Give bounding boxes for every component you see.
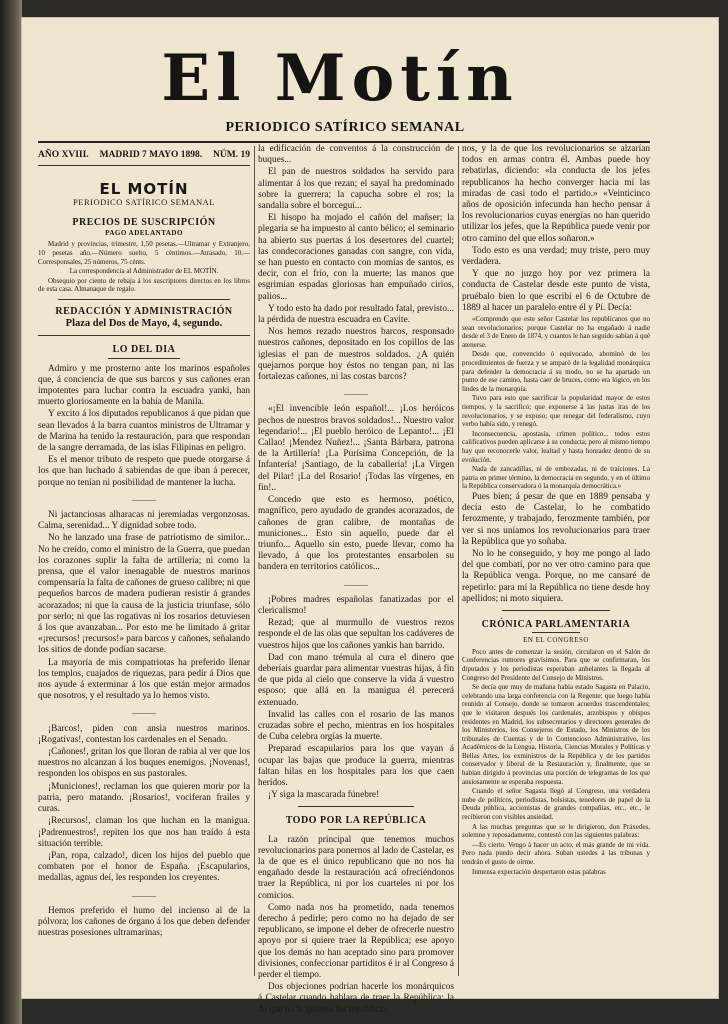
paragraph: Y excito á los diputados republicanos á que pidan que sean llevados á la barra cuantos ministros de Ultramar y de Marina ha tenido la restauración, para que respondan de la sangre derramada, de las islas Filipinas en peligro. xyxy=(38,409,250,453)
ornament: ——— xyxy=(132,708,156,718)
paragraph: —Es cierto. Vengo á hacer un acto, el más grande de mi vida. Pero nada puedo decir ahora. Suban ustedes á las tribunas y tendrán el gusto de oírme. xyxy=(462,840,650,866)
box-subtitle: PERIODICO SATÍRICO SEMANAL xyxy=(73,197,215,208)
paragraph: Dad con mano trémula al cura el dinero que deberíais guardar para alimentar vuestras hijas, á fin de que pida al cielo que conserve la vida á vuestro esposo; que allá en la manigua él perecerá extenuado. xyxy=(258,652,454,708)
ornament: ——— xyxy=(132,494,156,504)
masthead-subtitle: PERIODICO SATÍRICO SEMANAL xyxy=(225,120,465,135)
paragraph: Ni jactanciosas alharacas ni jeremiadas vergonzosas. Calma, serenidad... Y dignidad sobre todo. xyxy=(38,510,250,532)
ornament: ——— xyxy=(344,389,368,399)
paragraph: Preparad escapularios para los que vayan á ocupar las bajas que produce la guerra, mientras faltan hilas en los hospitales para los que caen heridos. xyxy=(258,744,454,788)
paragraph: Invalid las calles con el rosario de las manos cruzadas sobre el pecho, mientras en los hospitales de Cuba celebra orgías la muerte. xyxy=(258,709,454,743)
column-2 xyxy=(258,144,454,1015)
dateline-date: MADRID 7 MAYO 1898. xyxy=(99,150,203,160)
prices-heading: PRECIOS DE SUSCRIPCIÓN xyxy=(72,216,216,228)
lo-del-dia-heading: LO DEL DIA xyxy=(112,344,176,356)
paragraph: No he lanzado una frase de patriotismo de similor... No he creído, como el ministro de la Guerra, que puedan los corazones suplir la falta de artillería; ni como la prensa, que el valor inenagable de nuestros marinos compensaría la falta de cañones de grueso calibre; ni que pequeños barcos de madera pudieran resistir á grandes acorazados; ni que la causa de la justicia triunfase, sólo por serlo; ni que las rogativas ni los rosarios detuviesen á los que avanzaban... Por esto me he limitado á gritar «¡recursos! ¡recursos!» para barcos y cañones, señalando los sitios de donde podían sacarse. xyxy=(38,533,250,656)
paragraph: Como nada nos ha prometido, nada tenemos derecho á pedirle; pero como no ha dejado de ser republicano, se impone el deber de ofrecerle nuestro apoyo por si quiere traer la República; ese apoyo que los demás no han aceptado sino para promover divisiones, confeccionar partiditos é ir al Congreso á perder el tiempo. xyxy=(258,902,454,981)
paragraph: Concedo que esto es hermoso, poético, magnífico, pero ayudado de grandes acorazados, de cañones de gran calibre, de montañas de municiones... Esto sin aquello, puede dar el triunfo... Aquello sin esto, puede llevar, como ha llevado, á que los protestantes ensarbolen su bandera en territorios católicos... xyxy=(258,495,454,573)
paragraph: Se decía que muy de mañana había estado Sagasta en Palacio, celebrando una larga conferencia con la Regente; que luego había reunido al Consejo, donde se tomaron acuerdos trascendentales; que le visitaron después los cardenales, arzobispos y obispos residentes en Madrid, los subsecretarios y directores generales de los Ministerios, los Consejeros de Estado, los Ministros de los tribunales de Cuentas y de lo Contencioso Administrativo, los Académicos de la Lengua, Historia, Ciencias Morales y Políticas y Bellas Artes, los exministros de la República y de los partidos conservador y liberal de la Restauración y, finalmente, que se habían dirigido á provincias una porción de telegramas de los que ansiosamente se esperaba respuesta. xyxy=(462,683,650,786)
paragraph: Pues bien; á pesar de que en 1889 pensaba y decía esto de Castelar, lo he combatido ferozmente, y trabajado, ferozmente también, por ver si nos uníamos los revolucionarios para traer la República que yo soñaba. xyxy=(462,491,650,547)
paragraph: ¡Pan, ropa, calzado!, dicen los hijos del pueblo que combaten por el honor de España. ¡Escapularios, medallas, agnus deí, les responden los creyentes. xyxy=(38,850,250,884)
prices-subheading: PAGO ADELANTADO xyxy=(105,228,183,237)
paragraph: Admiro y me prosterno ante los marinos españoles que, á conciencia de que sus barcos y sus cañones eran impotentes para luchar contra la escuadra yanki, han muerto gloriosamente en la bahía de Manila. xyxy=(38,363,250,408)
paragraph: Dos objeciones podrían hacerle los monárquicos á Castelar cuando hablara de traer la República: la de que no le quieren los republica- xyxy=(258,982,454,1015)
paragraph: La razón principal que tenemos muchos revolucionarios para ponernos al lado de Castelar, es la de que es el único republicano que no nos ha engañado desde la restauración acá ofreciéndonos traer la República, ni por los cuarteles ni por los comicios. xyxy=(258,834,454,901)
prices-text: Madrid y provincias, trimestre, 1,50 pesetas.—Ultramar y Extranjero, 10 pesetas año.—Número suelto, 5 céntimos.—Atrasado, 10.—Corresponsales, 25 números, 75 cénts. xyxy=(38,240,250,266)
prices-note: La correspondencia al Administrador de EL MOTÍN. xyxy=(69,267,219,276)
box-title: EL MOTÍN xyxy=(99,180,189,199)
paragraph: ¡Pobres madres españolas fanatizadas por el clericalismo! xyxy=(258,594,454,616)
address: Plaza del Dos de Mayo, 4, segundo. xyxy=(65,318,223,330)
ornament: ——— xyxy=(132,890,156,900)
paragraph: El pan de nuestros soldados ha servido para alimentar á los que rezan; el sayal ha predominado sobre la guerrera; la capucha sobre el ros; la sandalia sobre el borceguí... xyxy=(258,167,454,212)
quote-paragraph: Desde que, convencido ó equivocado, abominó de los procedimientos de fuerza y se amparó de la legalidad monárquica para defender la democracia á su modo, no se ha apartado un punto de ese camino, hasta caer de bruces, como era lógico, en los lindes de la monarquía. xyxy=(462,350,650,393)
paragraph: Y que no juzgo hoy por vez primera la conducta de Castelar desde este punto de vista, pruébalo bien lo que escribí el 6 de Octubre de 1889 al hacer un paralelo entre él y Pí. Decía: xyxy=(462,269,650,313)
dateline-number: NÚM. 19 xyxy=(213,150,250,160)
column-1 xyxy=(38,144,250,974)
quote-paragraph: Nada de zancadillas, ni de embozadas, ni de traiciones. La patria en primer término, la democracia en segundo, y en el último la República conservadora ó la monarquía democrática.» xyxy=(462,465,650,491)
paragraph: La mayoría de mis compatriotas ha preferido llenar los templos, cuajados de riquezas, para pedir á Dios que nos ayude á exterminar á los que están mejor armados que nosotros, y el resultado ya lo hemos visto. xyxy=(38,657,250,702)
ornament: ——— xyxy=(344,579,368,589)
quote-paragraph: Tuvo para esto que sacrificar la popularidad mayor de estos tiempos, y la sacrificó; que exponerse á las justas iras de los revolucionarios, y se expuso; que renegar del federalismo, cuyo verbo había sido, y renegó. xyxy=(462,394,650,429)
paragraph: Rezad; que al murmullo de vuestros rezos responde el de las olas que sepultan los cadáveres de vuestros hijos que los cañones yankis han barrido. xyxy=(258,618,454,651)
paragraph: Hemos preferido el humo del incienso al de la pólvora; los cañones de órgano á los que deben defender nuestras posesiones ultramarinas; xyxy=(38,905,250,939)
book-spine xyxy=(0,0,22,1024)
cronica-parlamentaria-heading: CRÓNICA PARLAMENTARIA xyxy=(481,618,631,630)
en-el-congreso-subheading: EN EL CONGRESO xyxy=(523,636,589,645)
paragraph: nos, y la de que los revolucionarios se alzarían todos en armas contra él. Ambas puede hoy rebatirlas, diciendo: «la conducta de los jefes republicanos ha hecho converger hacia mí las miradas de casi todo el partido.» «Veinticinco años de oposición infecunda han hecho pensar á los revolucionarios cuyas energías no han querido utilizar los jefes, que la República puede venir por otro camino del que ellos soñaron.» xyxy=(462,144,650,244)
paragraph: la edificación de conventos á la construcción de buques... xyxy=(258,144,454,166)
column-divider xyxy=(254,146,255,976)
quote-paragraph: Inconsecuencia, apostasía, crimen político... todos estos calificativos pueden aplicarse á su conducta; pero al mismo tiempo hay que reconocerle valor, lealtad y hasta honradez dentro de su evolución. xyxy=(462,429,650,464)
paragraph: ¡Cañones!, gritan los que lloran de rabia al ver que los nuestros no alcanzan á los buques enemigos. ¡Novenas!, responden los obispos en sus pastorales. xyxy=(38,747,250,780)
paragraph: No lo he conseguido, y hoy me pongo al lado del que combatí, por no ver otro camino para que la República venga. Porque, no me cansaré de repetirlo: para mí la República no tiene desde hoy apellidos; ni moto siquiera. xyxy=(462,548,650,604)
paragraph: ¡Y siga la mascarada fúnebre! xyxy=(268,790,380,801)
paragraph: ¡Recursos!, claman los que luchan en la manigua. ¡Padrenuestros!, repiten los que nos han traído á esta situación terrible. xyxy=(38,816,250,849)
masthead-title: El Motín xyxy=(161,41,519,116)
paragraph: Nos hemos rezado nuestros barcos, responsado nuestros cañones, depositado en los copillos de las iglesias el pan de nuestros soldados. ¿A quién quejarnos porque hoy éstos no tengan pan, ni las fortalezas cañones, ni las costas barcos? xyxy=(258,327,454,383)
dateline-year: AÑO XVIII. xyxy=(38,150,89,160)
redaccion-heading: REDACCIÓN Y ADMINISTRACIÓN xyxy=(55,305,233,317)
paragraph: ¡Barcos!, piden con ansia nuestros marinos. ¡Rogativas!, contestan los cardenales en el Senado. xyxy=(38,723,250,745)
paragraph: «¡El invencible león español!... ¡Los heróicos pechos de nuestros bravos soldados!... Nuestro valor legendario!... ¡El pueblo heróico de Lepanto!... ¡El Callao! ¡Mendez Nuñez!... ¡Santa Bárbara, patrona de la Artillería! ¡La Purísima Concepción, de la Infantería! ¡Santiago, de la caballería! ¡La Virgen del Pilar! ¡La del Rosario! ¡Todas las vírgenes, en fin!.. xyxy=(258,404,454,493)
paragraph: El hisopo ha mojado el cañón del mañser; la plegaria se ha impuesto al canto bélico; el seminario ha abierto sus puertas á los desertores del cuartel; las condecoraciones ganadas con sangre, con vida, se han puesto en contacto con momias de santos, es decir, con el frío, con la muerte; las manos que esgrimían espadas gloriosas han empuñado cirios, palios... xyxy=(258,213,454,302)
paragraph: Cuando el señor Sagasta llegó al Congreso, una verdadera nube de políticos, periodistas, bolsistas, tenedores de papel de la Deuda pública, accionistas de grandes compañías, etc., etc., le recibieron con visibles ansiedad. xyxy=(462,787,650,822)
paragraph: Todo esto es una verdad; muy triste, pero muy verdadera. xyxy=(462,245,650,268)
dateline xyxy=(38,150,250,161)
todo-por-la-republica-heading: TODO POR LA REPÚBLICA xyxy=(285,815,427,827)
paragraph: Y todo esto ha dado por resultado fatal, previsto... la pérdida de nuestra escuadra en Cavite. xyxy=(258,303,454,326)
paragraph: Inmensa expectación despertaron estas palabras xyxy=(472,867,606,876)
header-rule xyxy=(38,141,650,143)
column-divider xyxy=(458,146,459,976)
paragraph: Es el menor tributo de respeto que puede otorgarse á los que han luchado á sabiendas de que iban á perecer, porque no tenían ni posibilidad de mantener la lucha. xyxy=(38,455,250,488)
paragraph: ¡Municiones!, reclaman los que quieren morir por la patria, pero matando. ¡Rosarios!, vociferan frailes y curas. xyxy=(38,781,250,815)
column-3 xyxy=(462,144,650,974)
quote-paragraph: «Comprendo que este señor Castelar los republicanos que no sean revolucionarios; porque Castelar no ha engañado á nadie desde el 3 de Enero de 1874, y cuantos le han seguido sabían á qué atenerse. xyxy=(462,315,650,349)
paragraph: A las muchas preguntas que se le dirigieron, don Práxedes, solemne y reposadamente, contestó con las siguientes palabras: xyxy=(462,822,650,840)
prices-note2: Obsequio por ciento de rebaja á los suscriptores directos en los libros de esta casa. Almanaque de regalo. xyxy=(38,276,250,294)
paragraph: Poco antes de comenzar la sesión, circularon en el Salón de Conferencias rumores gravísimos. Para que se confirmaran, los diputados y los periodistas esperaban anhelantes la llegada al Congreso del Presidente del Consejo de Ministros. xyxy=(462,647,650,682)
